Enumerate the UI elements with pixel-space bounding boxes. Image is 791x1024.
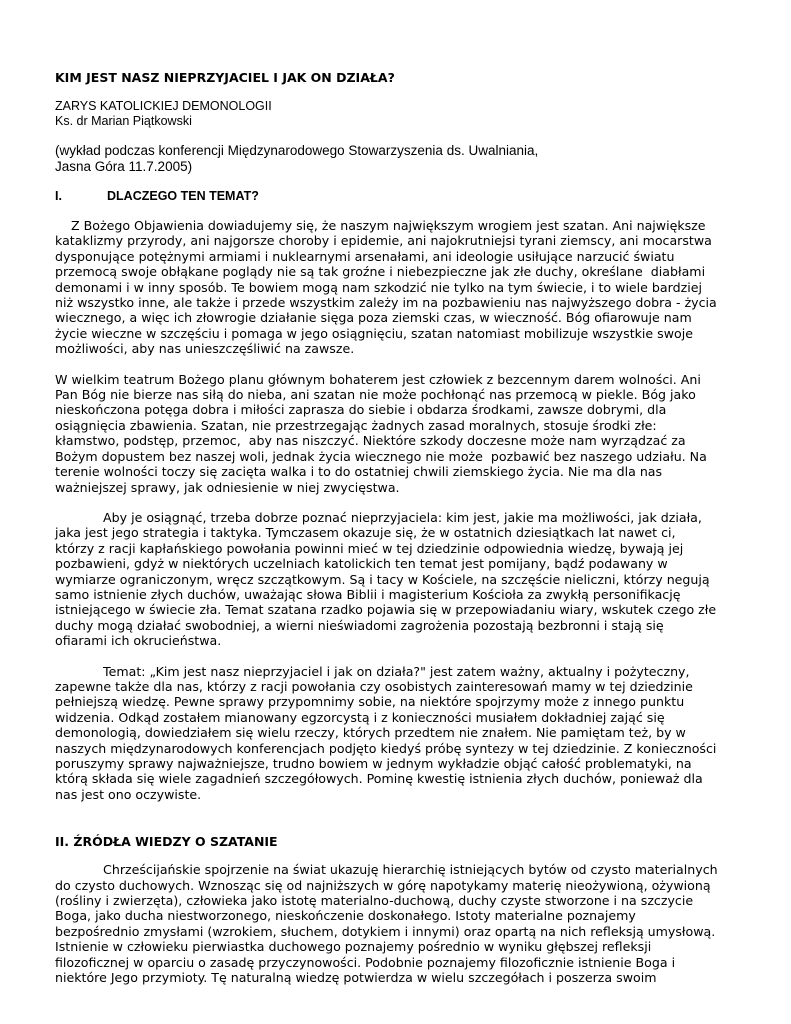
paragraph-line: pozbawieni, gdyż w niektórych uczelniach katolickich ten temat jest pomijany, bądź podawany w	[55, 556, 668, 572]
paragraph-line: pełniejszą wiedzę. Pewne sprawy przypomnimy sobie, na niektóre spojrzymy może z innego punktu	[55, 694, 685, 710]
paragraph-line: zapewne także dla nas, którzy z racji powołania czy osobistych zainteresowań mamy w tej dziedzinie	[55, 678, 693, 694]
paragraph-line: którzy z racji kapłańskiego powołania powinni mieć w tej dziedzinie odpowiednia wiedzę, bywają jej	[55, 540, 684, 556]
paragraph	[55, 218, 755, 357]
paragraph-line: naszych międzynarodowych konferencjach podjęto kiedyś próbę syntezy w tej dziedzinie. Z konieczności	[55, 740, 717, 756]
paragraph-line: niż wszystko inne, ale także i przede wszystkim zależy im na pozbawieniu nas najwyższego dobra - życia	[55, 295, 717, 311]
paragraph-line: ważniejszej sprawy, jak odniesienie w niej zwycięstwa.	[55, 479, 400, 495]
document-page	[55, 70, 755, 985]
paragraph-line: do czysto duchowych. Wznosząc się od najniższych w górę napotykamy materię nieożywioną, ożywioną	[55, 877, 711, 893]
paragraph-line: ofiarami ich okrucieństwa.	[55, 633, 222, 649]
document-subtitle: ZARYS KATOLICKIEJ DEMONOLOGII	[55, 99, 272, 113]
paragraph	[55, 510, 755, 649]
paragraph-line: nas jest ono oczywiste.	[55, 786, 202, 802]
paragraph	[55, 664, 755, 803]
paragraph-line: osiągnięcia zbawienia. Szatan, nie przestrzegając żadnych zasad moralnych, stosuje środki złe:	[55, 417, 657, 433]
paragraph	[55, 862, 755, 985]
paragraph-line: (rośliny i zwierzęta), człowieka jako istotę materialno-duchową, duchy czyste stworzone i na szczycie	[55, 893, 694, 909]
document-author: Ks. dr Marian Piątkowski	[55, 114, 192, 128]
document-meta	[55, 99, 755, 129]
paragraph	[55, 372, 755, 495]
paragraph-line: widzenia. Odkąd zostałem mianowany egzorcystą i z konieczności musiałem dokładniej zająć się	[55, 709, 665, 725]
paragraph-line: Istnienie w człowieku pierwiastka duchowego poznajemy pośrednio w wyniku głębszej refleksji	[55, 939, 652, 955]
paragraph-line: Pan Bóg nie bierze nas siłą do nieba, ani szatan nie może pochłonąć nas przemocą w piekle. Bóg jako	[55, 387, 696, 403]
section-heading-1	[55, 189, 755, 204]
lecture-note-line: Jasna Góra 11.7.2005)	[55, 158, 193, 174]
paragraph-line: Z Bożego Objawienia dowiadujemy się, że naszym największym wrogiem jest szatan. Ani największe	[55, 218, 706, 233]
paragraph-line: wiecznego, a więc ich złowrogie działanie sięga poza ziemski czas, w wieczność. Bóg ofiarowuje nam	[55, 310, 692, 326]
paragraph-line: Temat: „Kim jest nasz nieprzyjaciel i jak on działa?" jest zatem ważny, aktualny i pożyteczny,	[55, 663, 690, 679]
paragraph-line: poruszymy sprawy najważniejsze, trudno bowiem w jednym wykładzie objąć całość problematyki, na	[55, 756, 692, 771]
paragraph-line: nieskończona potęga dobra i miłości zaprasza do siebie i obdarza środkami, zawsze dobrymi, dla	[55, 402, 667, 418]
paragraph-line: Aby je osiągnąć, trzeba dobrze poznać nieprzyjaciela: kim jest, jakie ma możliwości, jak działa,	[55, 509, 702, 525]
section-number: I.	[55, 189, 62, 203]
paragraph-line: możliwości, aby nas unieszczęśliwić na zawsze.	[55, 341, 355, 357]
paragraph-line: jaka jest jego strategia i taktyka. Tymczasem okazuje się, że w ostatnich dziesiątkach lat nawet ci,	[55, 525, 676, 541]
paragraph-line: filozoficznej w oparciu o zasadę przyczynowości. Podobnie poznajemy filozoficznie istnienie Boga i	[55, 954, 676, 970]
paragraph-line: Chrześcijańskie spojrzenie na świat ukazuję hierarchię istniejących bytów od czysto materialnych	[55, 862, 718, 878]
paragraph-line: wymiarze ograniczonym, wręcz szczątkowym. Są i tacy w Kościele, na szczęście nieliczni, którzy negują	[55, 571, 710, 587]
lecture-note	[55, 143, 755, 174]
paragraph-line: samo istnienie złych duchów, uważając słowa Biblii i magisterium Kościoła za zwykłą personifikację	[55, 586, 681, 602]
paragraph-line: W wielkim teatrum Bożego planu głównym bohaterem jest człowiek z bezcennym darem wolności. Ani	[55, 371, 701, 387]
paragraph-line: demonami i w inny sposób. Te bowiem mogą nam szkodzić nie tylko na tym świecie, i to wiele bardziej	[55, 279, 702, 295]
paragraph-line: przemocą swoje obłąkane poglądy nie są tak groźne i niebezpieczne jak złe duchy, określane diabłami	[55, 264, 706, 280]
section-heading-2: II. ŹRÓDŁA WIEDZY O SZATANIE	[55, 834, 278, 850]
lecture-note-line: (wykład podczas konferencji Międzynarodowego Stowarzyszenia ds. Uwalniania,	[55, 143, 539, 158]
paragraph-line: terenie wolności toczy się zacięta walka i to do ostatniej chwili ziemskiego życia. Nie ma dla nas	[55, 464, 663, 480]
paragraph-line: Boga, jako ducha niestworzonego, nieskończenie doskonałego. Istoty materialne poznajemy	[55, 908, 636, 924]
paragraph-line: kłamstwo, podstęp, przemoc, aby nas niszczyć. Niektóre szkody doczesne może nam wyrządzać za	[55, 433, 686, 449]
paragraph-line: duchy mogą działać swobodniej, a wierni nieświadomi zagrożenia pozostają bezbronni i stają się	[55, 617, 664, 633]
paragraph-line: bezpośrednio zmysłami (wzrokiem, słuchem, dotykiem i innymi) oraz opartą na nich refleksją umysłową.	[55, 923, 716, 939]
paragraph-line: niektóre Jego przymioty. Tę naturalną wiedzę potwierdza w wielu szczegółach i poszerza swoim	[55, 970, 657, 986]
paragraph-line: demonologią, dowiedziałem się wielu rzeczy, których przedtem nie znałem. Nie pamiętam też, by w	[55, 725, 686, 741]
paragraph-line: dysponujące potężnymi armiami i nuklearnymi arsenałami, ani ideologie usiłujące narzucić światu	[55, 248, 675, 264]
paragraph-line: którą składa się wiele zagadnień szczegółowych. Pominę kwestię istnienia złych duchów, ponieważ dla	[55, 771, 703, 787]
paragraph-line: kataklizmy przyrody, ani najgorsze choroby i epidemie, ani najokrutniejsi tyrani ziemscy, ani mocarstwa	[55, 233, 712, 249]
section-title: DLACZEGO TEN TEMAT?	[107, 189, 259, 203]
document-title: KIM JEST NASZ NIEPRZYJACIEL I JAK ON DZIAŁA?	[55, 70, 395, 85]
paragraph-line: Bożym dopustem bez naszej woli, jednak życia wiecznego nie może pozbawić bez naszego udziału. Na	[55, 448, 707, 464]
paragraph-line: istniejącego w świecie zła. Temat szatana rzadko pojawia się w przepowiadaniu wiary, wskutek czego złe	[55, 602, 717, 618]
paragraph-line: życie wieczne w szczęściu i pomaga w jego osiągnięciu, szatan natomiast mobilizuje wszystkie swoje	[55, 325, 693, 341]
